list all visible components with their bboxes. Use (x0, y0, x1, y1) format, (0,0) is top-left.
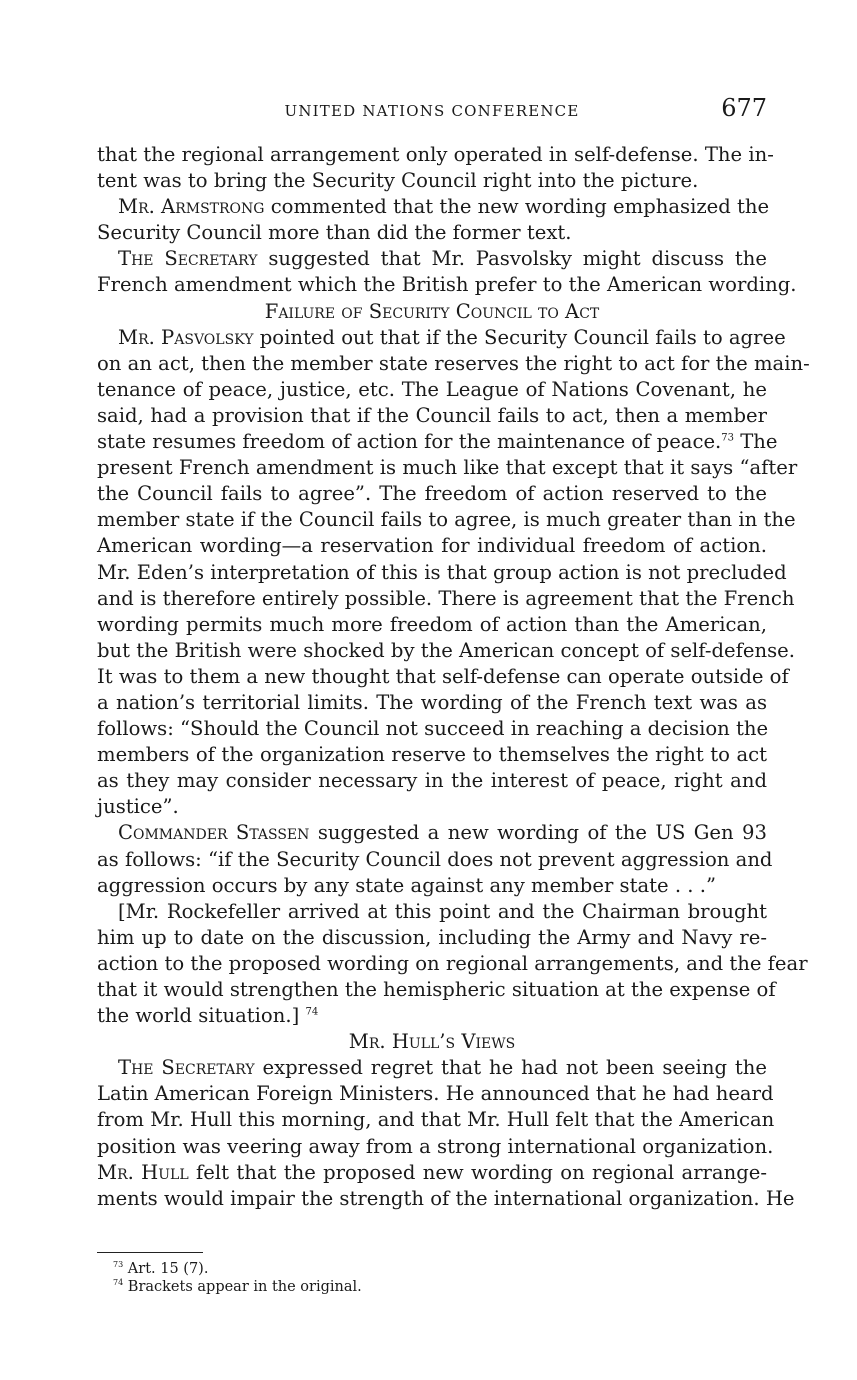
speaker-name: Mr. Hull (97, 1160, 189, 1184)
text-line (97, 246, 767, 272)
line-text: felt that the proposed new wording on regional arrange- (188, 1160, 767, 1184)
section-heading: Failure of Security Council to Act (264, 299, 600, 323)
footnote-reference: 74 (305, 1006, 319, 1018)
text-line (97, 429, 778, 455)
footnote-mark: 74 (113, 1278, 124, 1288)
footnote-text: Art. 15 (7). (127, 1261, 209, 1277)
footnotes (113, 1260, 753, 1296)
text-line: aggression occurs by any state against any member state . . .” (97, 873, 717, 897)
speaker-name: Mr. Armstrong (118, 195, 265, 219)
running-title: UNITED NATIONS CONFERENCE (284, 102, 580, 120)
text-line: It was to them a new thought that self-defense can operate outside of (97, 664, 789, 688)
text-line: a nation’s territorial limits. The wording of the French text was as (97, 690, 767, 714)
text-line: justice”. (97, 795, 179, 819)
text-line: as follows: “if the Security Council does not prevent aggression and (97, 847, 773, 871)
text-line: American wording—a reservation for individual freedom of action. (97, 534, 767, 558)
text-line: from Mr. Hull this morning, and that Mr. Hull felt that the American (97, 1108, 775, 1132)
body-text (97, 142, 810, 1212)
text-line: Mr. Eden’s interpretation of this is that group action is not precluded (97, 560, 787, 584)
text-line: him up to date on the discussion, including the Army and Navy re- (97, 925, 767, 949)
text-line (97, 194, 770, 220)
footnote-mark: 73 (113, 1260, 124, 1270)
text-line: that it would strengthen the hemispheric situation at the expense of (97, 978, 776, 1001)
line-text: the world situation.] (97, 1004, 300, 1028)
text-line (97, 1003, 767, 1029)
text-line: Latin American Foreign Ministers. He announced that he had heard (97, 1082, 774, 1106)
text-line: the Council fails to agree”. The freedom of action reserved to the (97, 482, 767, 506)
footnote-divider (97, 1252, 203, 1253)
text-line: ments would impair the strength of the international organization. He (97, 1186, 795, 1210)
line-text: suggested a new wording of the US Gen 93 (309, 821, 767, 845)
section-heading: Mr. Hull’s Views (348, 1030, 516, 1054)
speaker-name: Mr. Pasvolsky (118, 325, 254, 349)
text-line: members of the organization reserve to themselves the right to act (97, 743, 767, 767)
text-line: as they may consider necessary in the interest of peace, right and (97, 769, 767, 793)
text-line: on an act, then the member state reserves the right to act for the main- (97, 351, 810, 375)
text-line: tent was to bring the Security Council right into the picture. (97, 169, 699, 193)
page-number: 677 (721, 94, 767, 122)
text-line: position was veering away from a strong international organization. (97, 1134, 774, 1158)
text-line: tenance of peace, justice, etc. The League of Nations Covenant, he (97, 377, 767, 401)
footnote (113, 1260, 753, 1278)
line-text: suggested that Mr. Pasvolsky might discuss the (257, 247, 767, 271)
text-line (97, 1055, 767, 1081)
text-line (97, 820, 767, 846)
text-line: [Mr. Rockefeller arrived at this point and the Chairman brought (118, 899, 767, 923)
footnote-reference: 73 (721, 432, 734, 444)
text-line: but the British were shocked by the American concept of self-defense. (97, 638, 795, 662)
speaker-name: Commander Stassen (118, 821, 310, 845)
speaker-name: The Secretary (118, 1056, 255, 1080)
line-text: commented that the new wording emphasized the (264, 195, 770, 219)
footnote (113, 1278, 753, 1296)
line-text: state resumes freedom of action for the maintenance of peace. (97, 430, 722, 454)
text-line: action to the proposed wording on regional arrangements, and the fear (97, 951, 808, 975)
text-line: member state if the Council fails to agree, is much greater than in the (97, 508, 796, 532)
running-header (97, 94, 767, 128)
footnote-text: Brackets appear in the original. (127, 1279, 362, 1295)
text-line: Security Council more than did the former text. (97, 221, 572, 245)
text-line: follows: “Should the Council not succeed in reaching a decision the (97, 717, 769, 741)
text-line: French amendment which the British prefer to the American wording. (97, 273, 797, 297)
line-text: expressed regret that he had not been seeing the (254, 1056, 767, 1080)
speaker-name: The Secretary (118, 247, 258, 271)
text-line: wording permits much more freedom of action than the American, (97, 612, 767, 636)
line-text: pointed out that if the Security Council fails to agree (253, 325, 786, 349)
text-line: and is therefore entirely possible. There is agreement that the French (97, 586, 795, 610)
text-line: that the regional arrangement only operated in self-defense. The in- (97, 143, 774, 166)
text-line (97, 325, 786, 351)
line-text: The (734, 430, 778, 454)
text-line: said, had a provision that if the Council fails to act, then a member (97, 403, 767, 427)
text-line (97, 1160, 767, 1186)
text-line: present French amendment is much like that except that it says “after (97, 456, 798, 480)
